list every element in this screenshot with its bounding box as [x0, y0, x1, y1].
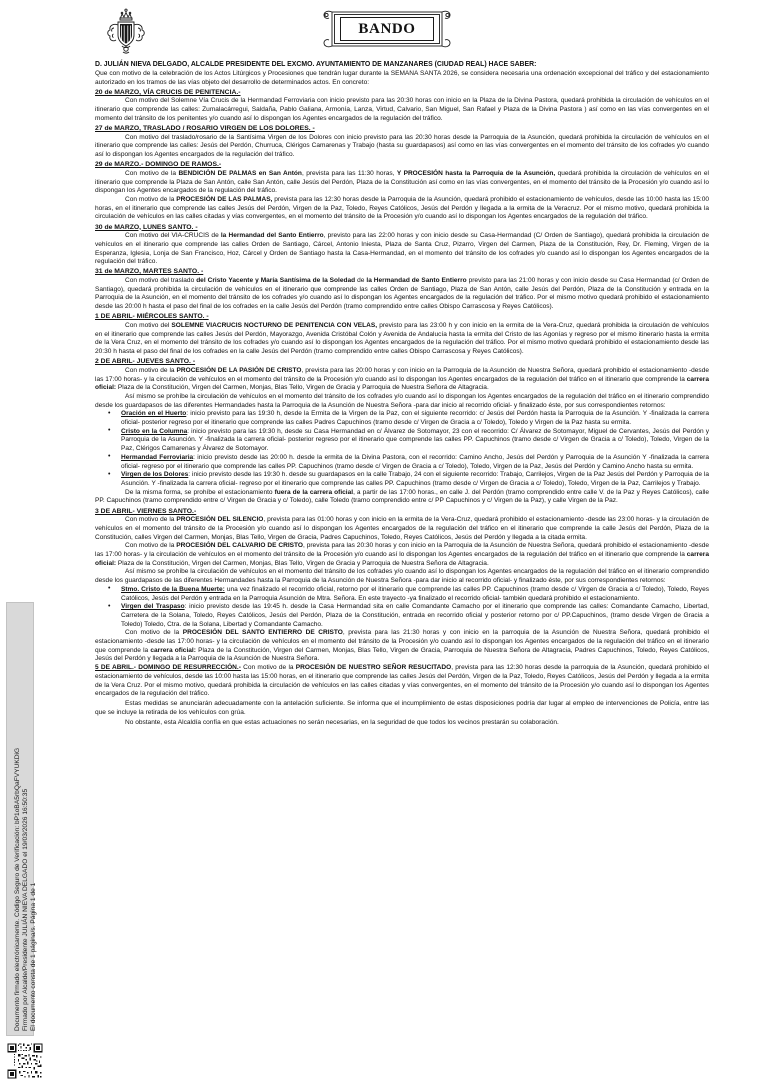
signature-page-count: El documento consta de 1 página/s. Página 1 de 1 — [30, 882, 37, 1031]
text-run-bold: PROCESIÓN DE NUESTRO SEÑOR RESUCITADO — [295, 664, 452, 672]
paragraph-1-abril — [95, 322, 709, 357]
heading-text: 2 DE ABRIL- JUEVES SANTO — [95, 358, 190, 366]
paragraph-2-abril-fuera-carrera — [95, 489, 709, 506]
heading-30-marzo: 30 de MARZO, LUNES SANTO. - — [95, 223, 198, 231]
text-run: previsto para las 23:00 h y con inicio en la ermita de la Vera-Cruz, quedará prohibida la circulación de vehículos en el itinerario que comprende las calles Jesús del Perdón, Mayorazgo, Avenida Cristóbal Colón y Avenida de Andalucía hasta la ermita del Cristo de las Agonías y regreso por el mismo itinerario hasta la ermita de la Vera Cruz, en el momento del tránsito de los cofrades y/o cuando así lo dispongan los Agentes encargados de la regulación del tráfico. Por el mismo motivo quedará prohibido el estacionamiento desde las 20:30 h hasta el paso del final de los cofrades en la calle Jesús del Perdón (tramo comprendido entre calles Obispo Carrascosa y Reyes Católicos). — [95, 321, 709, 356]
heading-3-abril: 3 DE ABRIL- VIERNES SANTO.- — [95, 507, 197, 515]
hermandad-route-text: inicio previsto desde las 20:00 h. desde la ermita de la Divina Pastora, con el recorrido: Camino Ancho, Jesús del Perdón y Parroquia de la Asunción Y -finalizada la carrera oficial- regreso por el itinerario que comprende las calles PP. Capuchinos (tramo desde c/ Virgen de Gracia a c/ Toledo), Toledo, Virgen de la Paz, Jesús del Perdón y Camino Ancho hasta su ermita. — [121, 453, 709, 470]
hermandad-route-text: inicio previsto para las 19:30 h, desde la Ermita de la Virgen de la Paz, con el siguiente recorrido: c/ Jesús del Perdón hasta la Parroquia de la Asunción. Y -finalizada la carrera oficial- posterior regreso por el itinerario que comprende las calles Padres Capuchinos (tramo desde c/ Virgen de Gracia a c/ Toledo), Toledo y Virgen de la Paz hasta su ermita. — [121, 410, 709, 427]
text-run: , a partir de las 17:00 horas., en calle J. del Perdón (tramo comprendido entre calle V. de la Paz y Reyes Católicos), calle PP. Capuchinos (tramo comprendido entre c/ Virgen de Gracia y c/ Toledo), calle Toledo (tramo comprendido entre c/ PP Capuchinos y c/ Virgen de la Paz), y calle Virgen de la Paz. — [95, 488, 709, 505]
hermandad-separator: : — [186, 410, 191, 418]
paragraph-2-abril-pasion — [95, 367, 709, 393]
heading-20-marzo: 20 de MARZO, VÍA CRUCIS DE PENITENCIA.- — [95, 88, 241, 96]
hermandad-name: Hermandad Ferroviaria — [121, 453, 194, 461]
hermandad-list-item — [95, 454, 709, 471]
hermandad-list-item — [95, 586, 709, 603]
text-run: prevista para las 12:30 horas desde la Parroquia de la Asunción, quedará prohibido el estacionamiento de vehículos, desde las 10:00 hasta las 15:00 horas, en el itinerario que comprende las calles Jesús del Perdón, Virgen de la Paz, Toledo, Reyes Católicos, Jesús del Perdón y llegada a la ermita de la Veracruz. Por el mismo motivo, quedará prohibida la circulación de vehículos en las calles citadas y vías convergentes, en el momento del tránsito de la Procesión y/o cuando así lo dispongan los Agentes encargados de la regulación del tráfico. — [95, 195, 709, 221]
hermandad-name: Virgen del Traspaso — [121, 603, 185, 611]
text-run: , previsto para las 22:00 horas y con inicio desde su Casa-Hermandad (C/ Orden de Santiago), quedará prohibida la circulación de vehículos en el itinerario que comprende las calles Orden de Santiago, Cárcel, Antonio Iniesta, Plaza de Santa Cruz, Pizarro, Virgen del Carmen, Plaza de la Constitución, Rey, Dr. Fleming, Virgen de la Esperanza, Iglesia, Lonja de San Francisco, Hoz, Cárcel y Orden de Santiago hasta la Casa-Hermandad, en el momento del tránsito de los cofrades y/o cuando así lo dispongan los Agentes encargados de la regulación del tráfico. — [95, 232, 709, 266]
hermandad-name: Cristo en la Columna — [121, 427, 188, 435]
heading-31-marzo — [95, 267, 709, 277]
hermandad-name: Stmo. Cristo de la Buena Muerte: — [121, 585, 225, 593]
paragraph-final-alcaldia: No obstante, esta Alcaldía confía en que estas actuaciones no serán necesarias, en la seguridad de que todos los vecinos prestarán su colaboración. — [125, 719, 559, 727]
signature-signer-line: Firmado por Alcalde/Presidente JULIÁN NIEVA DELGADO el 19/03/2026 16:50:35 — [22, 788, 29, 1031]
text-run-bold: carrera oficial: — [150, 646, 196, 654]
bando-document-body — [95, 60, 709, 728]
text-run: Plaza de la Constitución, Virgen del Carmen, Monjas, Blas Tello, Virgen de Gracia y Parroquia de Nuestra Señora de Altagracia. — [116, 384, 489, 392]
hermandad-route-text: inicio previsto desde las 19:45 h. desde la Casa Hermandad sita en calle Comandante Camacho por el itinerario que comprende las calles: Comandante Camacho, Libertad, Carretera de la Solana, Toledo, Reyes Católicos, Jesús del Perdón, Plaza de la Constitución, entrada en recorrido oficial y posterior retorno por c/ PP.Capuchinos, (tramo desde Virgen de Gracia a Toledo) Toledo, Ctra. de la Solana, Libertad y Comandante Camacho. — [121, 603, 709, 628]
paragraph-20-marzo: Con motivo del Solemne Vía Crucis de la Hermandad Ferroviaria con inicio previsto para las 20:30 horas con inicio en la Plaza de la Divina Pastora, quedará prohibida la circulación de vehículos en el itinerario que comprende las calles: Zumalacárregui, Saldaña, Pablo Galiana, Armonía, Lanza, Virtud, Calvario, San Miguel, San Rafael y Plaza de la Divina Pastora ) así como en las vías convergentes en el momento del tránsito de los penitentes y/o cuando así lo dispongan los Agentes encargados de la regulación del tráfico. — [95, 97, 709, 122]
hermandad-separator: : — [187, 427, 192, 435]
hermandad-route-text: inicio previsto para las 19:30 h, desde su Casa Hermandad en c/ Álvarez de Sotomayor, 23 con el recorrido: C/ Álvarez de Sotomayor, Miguel de Cervantes, Jesús del Perdón y Parroquia de la Asunción. Y -finalizada la carrera oficial- posterior regreso por el itinerario que comprende las calles PP. Capuchinos (tramo desde c/ Virgen de Gracia a c/ Toledo), Toledo, Virgen de la Paz, Clérigos Camarenas y Álvarez de Sotomayor. — [121, 427, 709, 453]
paragraph-29-marzo-palmas — [95, 196, 709, 222]
text-run-bold: PROCESIÓN DE LA PASIÓN DE CRISTO — [176, 366, 302, 374]
text-run: Con motivo de la — [240, 664, 296, 672]
document-header — [0, 0, 768, 64]
text-run: Con motivo de la — [125, 169, 179, 177]
text-run: previsto para las 21:00 horas y con inicio desde su Casa Hermandad (c/ Orden de Santiago), quedará prohibida la circulación de vehículos en el itinerario que comprende las calles Orden de Santiago, Plaza de San Antón, calle Jesús del Perdón, Plaza de la Constitución y entrada en la Parroquia de la Asunción, en el momento del tránsito de los cofrades y/o cuando así lo dispongan los Agentes encargados de la regulación del tráfico. Por el mismo motivo quedará prohibido el estacionamiento desde las 20:00 h hasta el paso del final de los cofrades en la calle Jesús del Perdón (tramo comprendido entre calles Obispo Carrascosa y Reyes Católicos). — [95, 277, 710, 311]
text-run: quedará prohibida la circulación de vehículos en el itinerario que comprende la Plaza de San Antón, calle San Antón, calle Jesús del Perdón, Plaza de la Constitución así como en las vías convergentes, en el momento del tránsito de la Procesión y/o cuando así lo dispongan los Agentes encargados de la regulación del tráfico. — [95, 169, 709, 195]
text-run: Con motivo de la — [125, 195, 177, 203]
paragraph-final-medidas: Estas medidas se anunciarán adecuadamente con la antelación suficiente. Se informa que el incumplimiento de estas disposiciones podría dar lugar al empleo de intervenciones de Policía, entre las que se incluye la retirada de los vehículos con grúa. — [95, 700, 709, 717]
mayor-declaration: D. JULIÁN NIEVA DELGADO, ALCALDE PRESIDENTE DEL EXCMO. AYUNTAMIENTO DE MANZANARES (CIUDAD REAL) HACE SABER: — [95, 61, 537, 68]
hermandad-route-text: una vez finalizado el recorrido oficial, retorno por el itinerario que comprende las calles PP. Capuchinos (tramo desde c/ Virgen de Gracia a c/ Toledo), Toledo, Reyes Católicos, Jesús del Perdón y entrada en la Parroquia Asunción de Mtra. Señora. En este trayecto -ya finalizado el recorrido oficial- también quedará prohibido el estacionamiento. — [121, 585, 709, 602]
paragraph-31-marzo — [95, 277, 709, 312]
paragraph-30-marzo — [95, 232, 709, 267]
heading-tail: . - — [189, 358, 196, 366]
text-run-bold: PROCESIÓN DE LAS PALMAS, — [176, 195, 273, 203]
text-run-bold: BENDICIÓN DE PALMAS en San Antón — [178, 169, 302, 177]
heading-text: 1 DE ABRIL- MIÉRCOLES SANTO — [95, 313, 203, 321]
text-run: Plaza de la Constitución, Virgen del Carmen, Monjas, Blas Tello, Virgen de Gracia, Parroquia de Nuestra Señora de Altagracia, Padres Capuchinos, Toledo, Reyes Católicos, Jesús del Perdón y llegada a la Parroquia de la Asunción de Nuestra Señora. — [95, 646, 710, 663]
paragraph-27-marzo: Con motivo del traslado/rosario de la Santísima Virgen de los Dolores con inicio previsto para las 20:30 horas desde la Parroquia de la Asunción, quedará prohibida la circulación de vehículos en el itinerario que comprende las calles: Jesús del Perdón, Churruca, Clérigos Camarenas y Trabajo (hasta su guardapasos) así como en las vías convergentes en el momento del tránsito de los cofrades y/o cuando así lo dispongan los Agentes encargados de la regulación del tráfico. — [95, 133, 709, 159]
hermandad-name: Oración en el Huerto — [121, 410, 187, 418]
hermandad-list-item — [95, 471, 709, 488]
text-run: Con motivo de la — [125, 629, 183, 637]
text-run-bold: fuera de la carrera oficial — [274, 488, 354, 496]
bando-banner — [322, 8, 452, 50]
qr-code-icon — [6, 1042, 44, 1080]
paragraph-29-marzo-bendicion — [95, 170, 709, 196]
text-run: , prevista para las 01:00 horas y con inicio en la ermita de la Vera-Cruz, quedará prohibido el estacionamiento -desde las 23:00 horas- y la circulación de vehículos en el momento del tránsito de la Procesión y/o cuando así lo dispongan los Agentes encargados de la regulación del tráfico en el itinerario que comprende la calle Jesús del Perdón, Plaza de la Constitución, calles Virgen del Carmen, Monjas, Blas Tello, Virgen de Gracia, Padres Capuchinos, Toledo, Reyes Católicos, Jesús del Perdón y llegada a la citada ermita. — [95, 516, 710, 541]
text-run: , prevista para las 11:30 horas, — [301, 169, 397, 177]
paragraph-3-abril-calvario — [95, 542, 709, 568]
text-run: Con motivo del VIA-CRUCIS de — [125, 232, 221, 240]
text-run: Con motivo de la — [125, 516, 177, 524]
text-run-bold: PROCESIÓN DEL SILENCIO — [176, 516, 264, 524]
text-run-bold: carrera oficial: — [95, 375, 709, 392]
intro-paragraph: Que con motivo de la celebración de los Actos Litúrgicos y Procesiones que tendrán lugar durante la SEMANA SANTA 2026, se considera necesaria una ordenación excepcional del tráfico y del estacionamiento autorizado en los tramos de las vías objeto del desarrollo de determinados actos. En concreto: — [95, 69, 709, 86]
text-run-bold: Y PROCESIÓN hasta la Parroquia de la Asunción, — [396, 169, 556, 177]
hermandad-list-item — [95, 603, 709, 629]
text-run: de — [355, 277, 367, 285]
hermandad-route-text: inicio previsto desde las 19:30 h. desde su guardapasos en la calle Trabajo, 24 con el siguiente recorrido: Trabajo, Carrilejos, Virgen de la Paz Jesús del Perdón y Parroquia de la Asunción. Y -finalizada la carrera oficial- regreso por el itinerario que comprende las calles PP. Capuchinos (tramo desde c/ Virgen de Gracia a c/ Toledo), Toledo, Virgen de la Paz, Carrilejos y Trabajo. — [121, 471, 710, 487]
hermandades-list-jueves-santo — [95, 410, 709, 488]
paragraph-3-abril-silencio — [95, 516, 709, 542]
hermandad-name: Virgen de los Dolores — [121, 471, 189, 479]
heading-text: 31 de MARZO, MARTES SANTO — [95, 268, 198, 276]
text-run: Con motivo de la — [125, 366, 177, 374]
text-run: De la misma forma, se prohíbe el estacionamiento — [125, 488, 275, 496]
text-run: , prevista para las 12:30 horas desde la parroquia de la Asunción, quedará prohibido el estacionamiento de vehículos, desde las 10:00 hasta las 15:00 horas, en el itinerario que comprende las calles Jesús del Perdón, Virgen de la Paz, Toledo, Reyes Católicos, Jesús del Perdón y llegada a la ermita de la Vera Cruz. Por el mismo motivo, quedará prohibida la circulación de vehículos en las calles citadas y vías convergentes, en el momento del tránsito de la Procesión y/o cuando así lo dispongan los Agentes encargados de la regulación del tráfico. — [95, 664, 709, 698]
hermandad-separator: : — [184, 603, 190, 611]
signature-verification-code: Documento firmado electrónicamente. Código Seguro de Verificación: bP1oBA5rbQaFVYUKDiG — [14, 747, 21, 1031]
text-run-bold: carrera oficial: — [95, 551, 709, 567]
text-run: Con motivo de la — [125, 542, 177, 550]
paragraph-3-abril-asimismo: Así mismo se prohíbe la circulación de vehículos en el momento del tránsito de los cofrades y/o cuando así lo dispongan los Agentes encargados de la regulación del tráfico en el itinerario comprendido desde los guardapasos de las diferentes Hermandades hasta la Parroquia de la Asunción de Nuestra Señora -para dar inicio al recorrido oficial- y finalizado éste, por sus correspondientes retornos: — [95, 568, 709, 585]
hermandad-list-item — [95, 428, 709, 454]
paragraph-2-abril-asimismo: Así mismo se prohíbe la circulación de vehículos en el momento del tránsito de los cofrades y/o cuando así lo dispongan los Agentes encargados de la regulación del tráfico en el itinerario comprendido desde los guardapasos de las diferentes Hermandades hasta la Parroquia de la Asunción de Nuestra Señora -para dar inicio al recorrido oficial- y finalizado éste, por sus correspondientes retornos: — [95, 392, 709, 409]
heading-1-abril — [95, 312, 709, 322]
heading-5-abril: 5 DE ABRIL.- DOMINGO DE RESURRECCIÓN.- — [95, 664, 241, 672]
electronic-signature-sidebar — [6, 602, 37, 1036]
text-run-bold: la Hermandad del Santo Entierro — [220, 232, 324, 240]
heading-27-marzo: 27 de MARZO, TRASLADO / ROSARIO VIRGEN DE LOS DOLORES. - — [95, 125, 315, 133]
heading-tail: . - — [202, 313, 209, 321]
heading-2-abril — [95, 357, 709, 367]
heading-tail: . - — [197, 268, 204, 276]
text-run: Plaza de la Constitución, Virgen del Carmen, Monjas, Blas Tello, Virgen de Gracia y Parroquia de Nuestra Señora de Altagracia. — [116, 559, 489, 567]
text-run-bold: SOLEMNE VIACRUCIS NOCTURNO DE PENITENCIA CON VELAS, — [171, 321, 378, 329]
text-run-bold: del Cristo Yacente y María Santísima de la Soledad — [196, 277, 356, 285]
hermandad-separator: : — [188, 471, 192, 479]
text-run-bold: la Hermandad de Santo Entierro — [366, 277, 467, 285]
hermandades-list-viernes-santo — [95, 586, 709, 630]
paragraph-5-abril — [95, 664, 709, 699]
text-run: , prevista para las 21:30 horas y con inicio en la parroquia de la Asunción de Nuestra Señora, quedará prohibido el estacionamiento -desde las 17:00 horas- y la circulación de vehículos en el momento del tránsito de la Procesión y/o cuando así lo dispongan los Agentes encargados de la regulación del tráfico en el itinerario que comprende la — [95, 629, 709, 654]
text-run: Con motivo del traslado — [125, 277, 197, 285]
text-run: , prevista para las 20:00 horas y con inicio en la Parroquia de la Asunción de Nuestra Señora, quedará prohibido el estacionamiento -desde las 17:00 horas- y la circulación de vehículos en el momento del tránsito de la Procesión y/o cuando así lo dispongan los Agentes encargados de la regulación del tráfico en el itinerario que comprende la — [95, 366, 709, 383]
coat-of-arms-icon — [98, 6, 154, 62]
hermandad-list-item — [95, 410, 709, 427]
bando-title: BANDO — [340, 17, 434, 41]
text-run-bold: PROCESIÓN DEL CALVARIO DE CRISTO — [176, 542, 304, 550]
paragraph-3-abril-santo-entierro — [95, 629, 709, 664]
text-run-bold: PROCESIÓN DEL SANTO ENTIERRO DE CRISTO — [182, 629, 343, 637]
hermandad-separator: : — [193, 453, 198, 461]
text-run: , prevista para las 20:30 horas y con inicio en la Parroquia de la Asunción de Nuestra Señora, quedará prohibido el estacionamiento -desde las 17:00 horas- y la circulación de vehículos en el momento del tránsito de la Procesión y/o cuando así lo dispongan los Agentes encargados de la regulación del tráfico en el itinerario que comprende la — [95, 542, 709, 558]
heading-29-marzo: 29 de MARZO.- DOMINGO DE RAMOS.- — [95, 161, 222, 169]
text-run: Con motivo del — [125, 321, 172, 329]
